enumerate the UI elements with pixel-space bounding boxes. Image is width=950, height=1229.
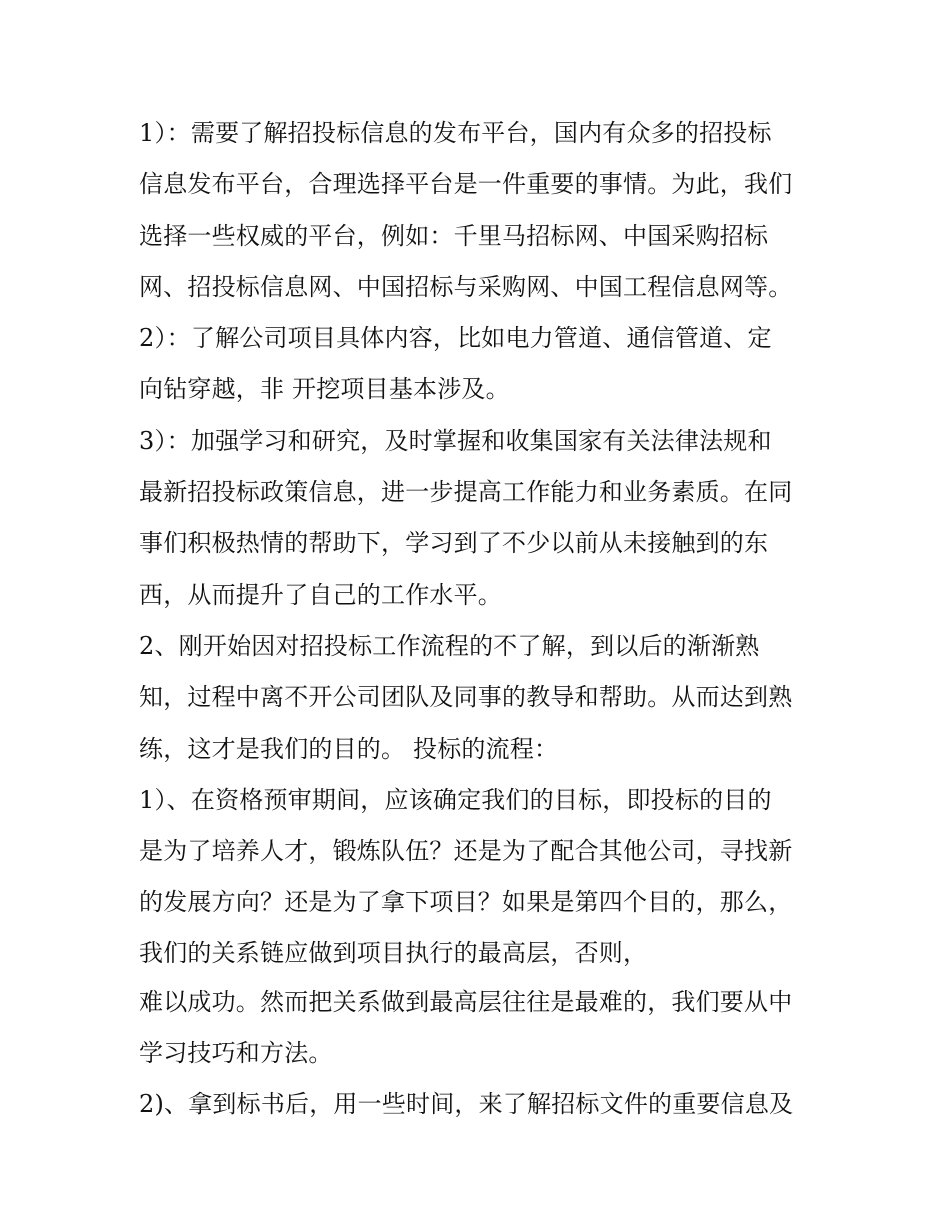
text-line: 是为了培养人才，锻炼队伍？还是为了配合其他公司，寻找新 — [139, 837, 793, 866]
text-line: 最新招投标政策信息，进一步提高工作能力和业务素质。在同 — [139, 478, 793, 507]
text-line: 事们积极热情的帮助下，学习到了不少以前从未接触到的东 — [139, 529, 769, 558]
text-line: 知，过程中离不开公司团队及同事的教导和帮助。从而达到熟 — [139, 683, 793, 712]
text-line: 2)、拿到标书后，用一些时间，来了解招标文件的重要信息及 — [139, 1090, 794, 1119]
text-line: 选择一些权威的平台，例如：千里马招标网、中国采购招标 — [139, 221, 769, 250]
text-line: 1）、在资格预审期间，应该确定我们的目标，即投标的目的 — [139, 785, 772, 814]
text-line: 3）：加强学习和研究，及时掌握和收集国家有关法律法规和 — [139, 426, 772, 455]
text-line: 西，从而提升了自己的工作水平。 — [139, 580, 502, 609]
text-line: 学习技巧和方法。 — [139, 1039, 333, 1068]
text-line: 练，这才是我们的目的。 投标的流程： — [139, 734, 559, 763]
text-line: 1）：需要了解招投标信息的发布平台，国内有众多的招投标 — [139, 119, 772, 147]
text-line: 信息发布平台，合理选择平台是一件重要的事情。为此，我们 — [139, 170, 793, 199]
text-line: 难以成功。然而把关系做到最高层往往是最难的，我们要从中 — [139, 987, 793, 1016]
text-line: 2、刚开始因对招投标工作流程的不了解，到以后的渐渐熟 — [139, 631, 760, 660]
text-line: 我们的关系链应做到项目执行的最高层，否则， — [139, 938, 648, 967]
text-line: 的发展方向？还是为了拿下项目？如果是第四个目的，那么， — [139, 888, 793, 917]
document-body — [139, 108, 829, 1131]
text-line: 向钻穿越，非 开挖项目基本涉及。 — [139, 375, 510, 404]
text-line: 2）：了解公司项目具体内容，比如电力管道、通信管道、定 — [139, 324, 772, 353]
text-line: 网、招投标信息网、中国招标与采购网、中国工程信息网等。 — [139, 272, 793, 301]
